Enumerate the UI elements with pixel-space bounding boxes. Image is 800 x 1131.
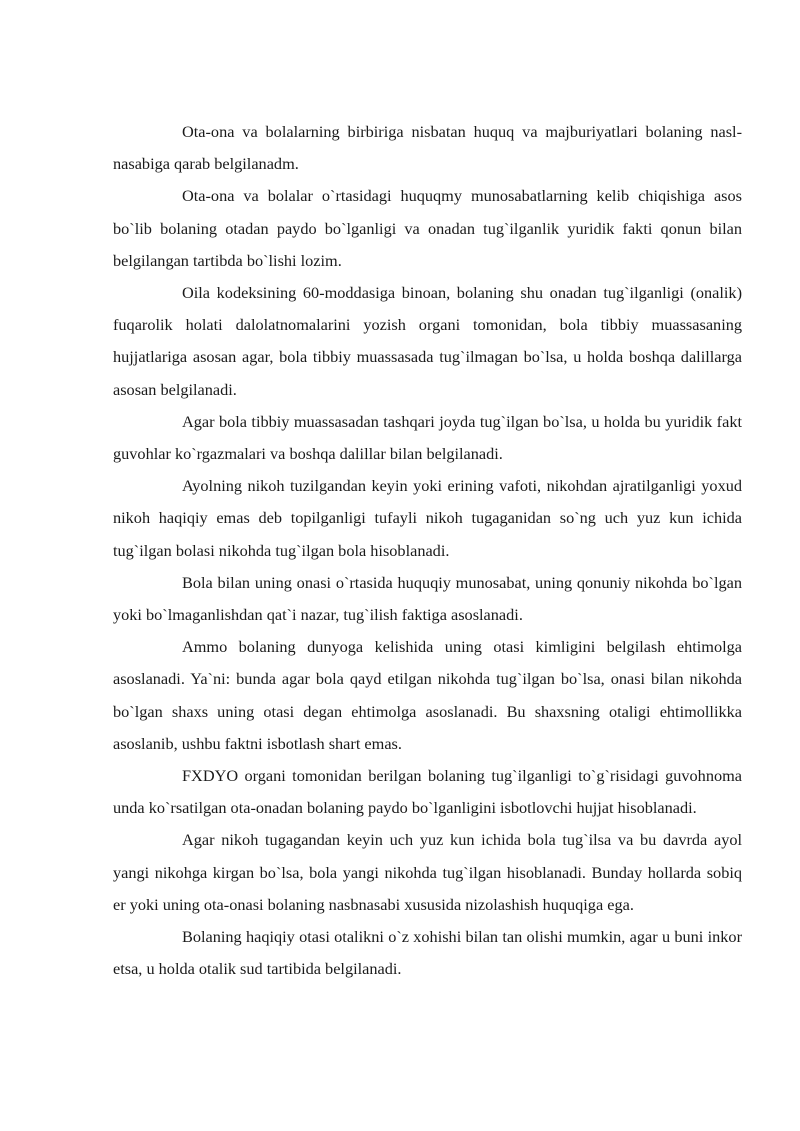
paragraph-5: Ayolning nikoh tuzilgandan keyin yoki erining vafoti, nikohdan ajratilganligi yoxud nikoh haqiqiy emas deb topilganligi tufayli nikoh tugaganidan so`ng uch yuz kun ichida tug`ilgan bolasi nikohda tug`ilgan bola hisoblanadi. <box>113 476 742 560</box>
paragraph-8: FXDYO organi tomonidan berilgan bolaning tug`ilganligi to`g`risidagi guvohnoma unda ko`rsatilgan ota-onadan bolaning paydo bo`lganligini isbotlovchi hujjat hisoblanadi. <box>113 766 742 818</box>
paragraph-7: Ammo bolaning dunyoga kelishida uning otasi kimligini belgilash ehtimolga asoslanadi. Ya`ni: bunda agar bola qayd etilgan nikohda tug`ilgan bo`lsa, onasi bilan nikohda bo`lgan shaxs uning otasi degan ehtimolga asoslanadi. Bu shaxsning otaligi ehtimollikka asoslanib, ushbu faktni isbotlash shart emas. <box>113 637 742 753</box>
document-page <box>113 116 742 985</box>
paragraph-6: Bola bilan uning onasi o`rtasida huquqiy munosabat, uning qonuniy nikohda bo`lgan yoki bo`lmaganlishdan qat`i nazar, tug`ilish faktiga asoslanadi. <box>113 572 742 625</box>
paragraph-10: Bolaning haqiqiy otasi otalikni o`z xohishi bilan tan olishi mumkin, agar u buni inkor etsa, u holda otalik sud tartibida belgilanadi. <box>113 927 742 979</box>
paragraph-2: Ota-ona va bolalar o`rtasidagi huquqmy munosabatlarning kelib chiqishiga asos bo`lib bolaning otadan paydo bo`lganligi va onadan tug`ilganlik yuridik fakti qonun bilan belgilangan tartibda bo`lishi lozim. <box>113 186 742 270</box>
paragraph-4: Agar bola tibbiy muassasadan tashqari joyda tug`ilgan bo`lsa, u holda bu yuridik fakt guvohlar ko`rgazmalari va boshqa dalillar bilan belgilanadi. <box>113 411 742 464</box>
paragraph-9: Agar nikoh tugagandan keyin uch yuz kun ichida bola tug`ilsa va bu davrda ayol yangi nikohga kirgan bo`lsa, bola yangi nikohda tug`ilgan hisoblanadi. Bunday hollarda sobiq er yoki uning ota-onasi bolaning nasbnasabi xususida nizolashish huquqiga ega. <box>113 830 742 914</box>
paragraph-3: Oila kodeksining 60-moddasiga binoan, bolaning shu onadan tug`ilganligi (onalik) fuqarolik holati dalolatnomalarini yozish organi tomonidan, bola tibbiy muassasaning hujjatlariga asosan agar, bola tibbiy muassasada tug`ilmagan bo`lsa, u holda boshqa dalillarga asosan belgilanadi. <box>113 283 742 399</box>
paragraph-1: Ota-ona va bolalarning birbiriga nisbatan huquq va majburiyatlari bolaning nasl-nasabiga qarab belgilanadm. <box>113 122 742 174</box>
